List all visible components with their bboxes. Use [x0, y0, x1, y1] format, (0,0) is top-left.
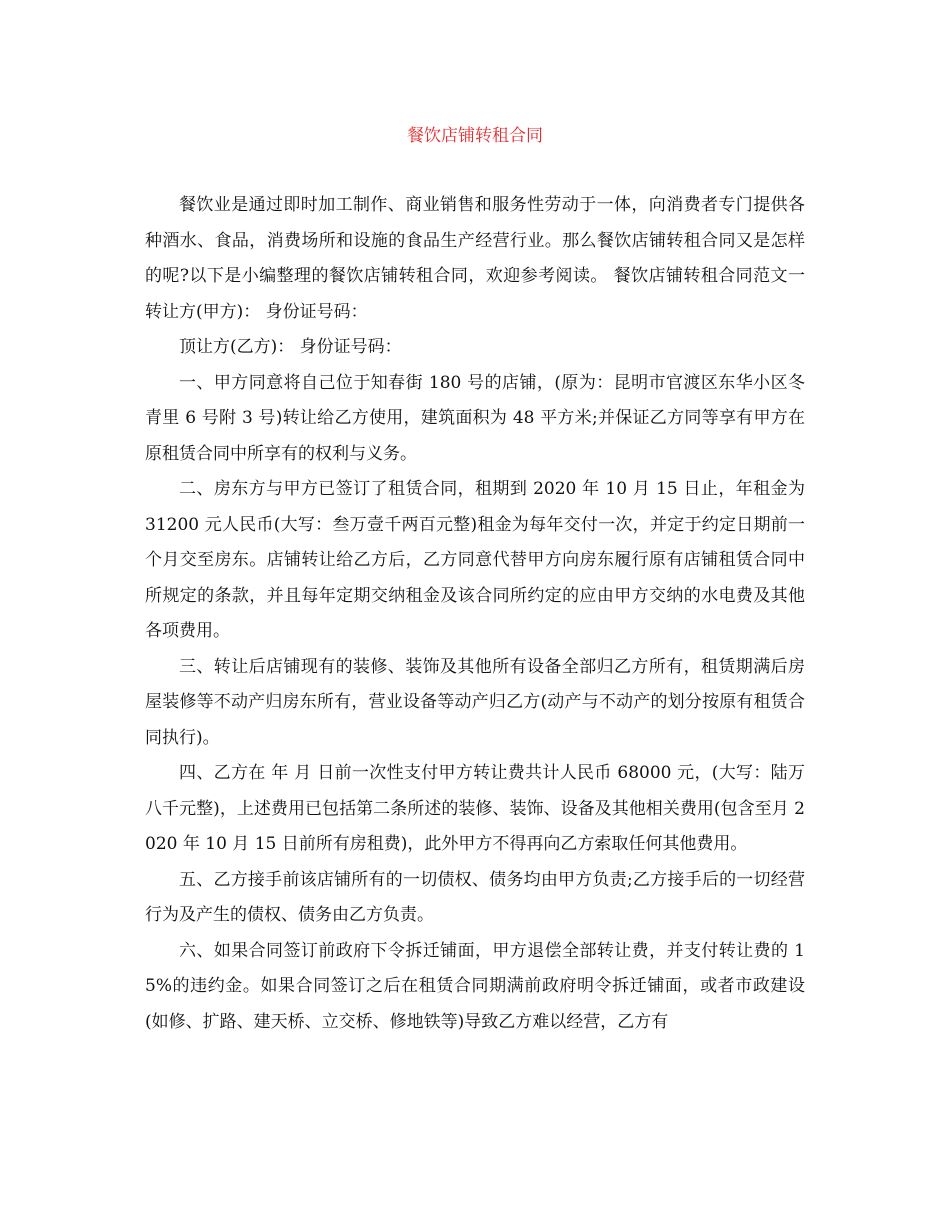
- document-title: 餐饮店铺转租合同: [407, 126, 543, 146]
- clause-6: 六、如果合同签订前政府下令拆迁铺面，甲方退偿全部转让费，并支付转让费的 15%的违约金。如果合同签订之后在租赁合同期满前政府明令拆迁铺面，或者市政建设(如修、扩路、建天桥、立交桥、修地铁等)导致乙方难以经营，乙方有: [145, 940, 805, 1032]
- clause-1: 一、甲方同意将自己位于知春街 180 号的店铺，(原为：昆明市官渡区东华小区冬青里 6 号附 3 号)转让给乙方使用，建筑面积为 48 平方米;并保证乙方同等享有甲方在原租赁合同中所享有的权利与义务。: [145, 372, 805, 464]
- document-body: [145, 188, 839, 1040]
- clause-3: 三、转让后店铺现有的装修、装饰及其他所有设备全部归乙方所有，租赁期满后房屋装修等不动产归房东所有，营业设备等动产归乙方(动产与不动产的划分按原有租赁合同执行)。: [145, 656, 805, 748]
- clause-2: 二、房东方与甲方已签订了租赁合同，租期到 2020 年 10 月 15 日止，年租金为 31200 元人民币(大写：叁万壹千两百元整)租金为每年交付一次，并定于约定日期前一个月交至房东。店铺转让给乙方后，乙方同意代替甲方向房东履行原有店铺租赁合同中所规定的条款，并且每年定期交纳租金及该合同所约定的应由甲方交纳的水电费及其他各项费用。: [145, 479, 805, 641]
- intro-paragraph: 餐饮业是通过即时加工制作、商业销售和服务性劳动于一体，向消费者专门提供各种酒水、食品，消费场所和设施的食品生产经营行业。那么餐饮店铺转租合同又是怎样的呢?以下是小编整理的餐饮店铺转租合同，欢迎参考阅读。 餐饮店铺转租合同范文一 转让方(甲方)： 身份证号码：: [145, 195, 839, 322]
- party-b-line: 顶让方(乙方)： 身份证号码：: [179, 337, 402, 357]
- clause-4: 四、乙方在 年 月 日前一次性支付甲方转让费共计人民币 68000 元，(大写：陆万八千元整)，上述费用已包括第二条所述的装修、装饰、设备及其他相关费用(包含至月 2020 年 10 月 15 日前所有房租费)，此外甲方不得再向乙方索取任何其他费用。: [145, 763, 805, 854]
- clause-5: 五、乙方接手前该店铺所有的一切债权、债务均由甲方负责;乙方接手后的一切经营行为及产生的债权、债务由乙方负责。: [145, 869, 805, 925]
